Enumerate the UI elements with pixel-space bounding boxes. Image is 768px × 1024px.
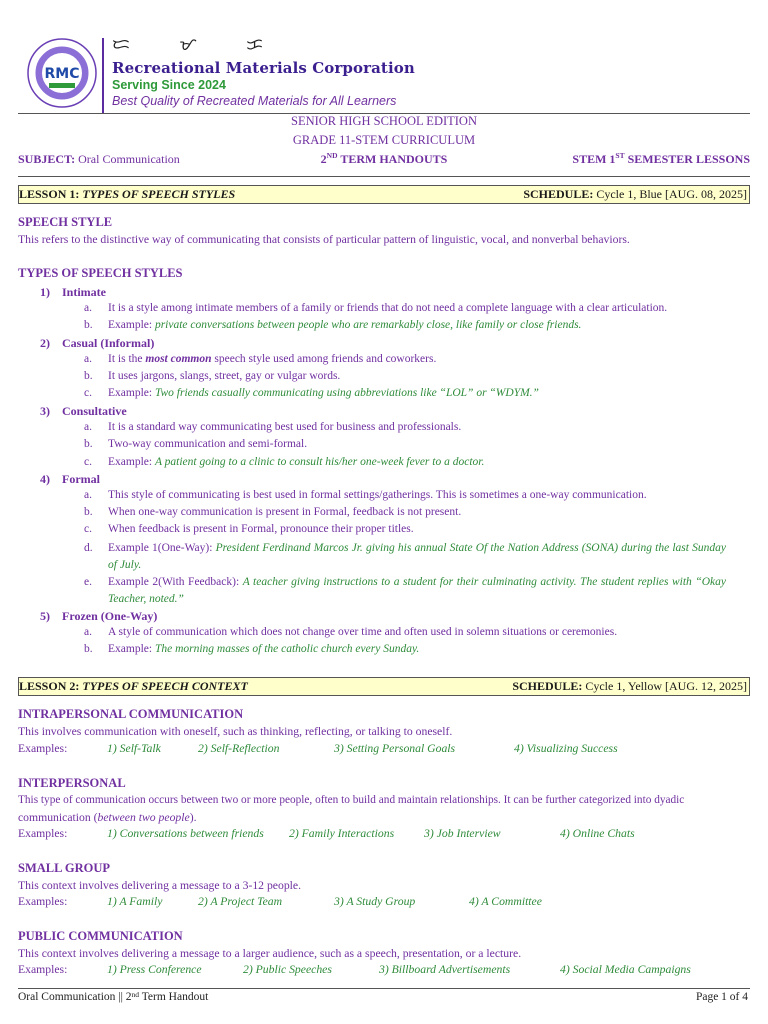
speech-style-definition: This refers to the distinctive way of communicating that consists of particular pattern of linguistic, vocal, and nonverbal behaviors.: [18, 233, 630, 246]
style-casual: 2) Casual (Informal): [40, 336, 155, 350]
style-formal: 4) Formal: [40, 472, 100, 486]
page-number: Page 1 of 4: [695, 991, 748, 1003]
edition-line: SENIOR HIGH SCHOOL EDITION: [291, 114, 477, 128]
list-item: a. It is a standard way communicating best used for business and professionals.: [84, 421, 462, 433]
public-examples: Examples: 1) Press Conference 2) Public Speeches 3) Billboard Advertisements 4) Social Media Campaigns: [18, 963, 691, 976]
rmc-logo-icon: [27, 38, 97, 108]
style-frozen: 5) Frozen (One-Way): [40, 609, 158, 623]
list-item: b. It uses jargons, slangs, street, gay or vulgar words.: [84, 370, 341, 382]
list-item: b. When one-way communication is present in Formal, feedback is not present.: [84, 506, 462, 518]
list-item: a. This style of communicating is best used in formal settings/gatherings. This is sometimes a one-way communication.: [84, 489, 647, 501]
list-item: a. It is a style among intimate members of a family or friends that do not need a complete language with a clear articulation.: [84, 302, 668, 314]
interpersonal-definition-line1: This type of communication occurs between two or more people, often to build and maintain relationships. It can be further categorized into dyadic: [18, 794, 685, 806]
document-page: [18, 0, 750, 1024]
list-item: b. Example: private conversations between people who are remarkably close, like family or close friends.: [84, 319, 582, 331]
public-definition: This context involves delivering a message to a larger audience, such as a speech, presentation, or a lecture.: [18, 947, 522, 960]
subject-rule: [18, 176, 750, 177]
style-consultative: 3) Consultative: [40, 404, 127, 418]
interpersonal-heading: INTERPERSONAL: [18, 776, 126, 790]
list-item: c. Example: A patient going to a clinic to consult his/her one-week fever to a doctor.: [84, 456, 485, 468]
list-item: c. Example: Two friends casually communicating using abbreviations like “LOL” or “WDYM.”: [84, 387, 539, 399]
lesson2-schedule: SCHEDULE: Cycle 1, Yellow [AUG. 12, 2025]: [512, 679, 747, 693]
list-item: b. Example: The morning masses of the catholic church every Sunday.: [84, 643, 420, 655]
company-name: Recreational Materials Corporation: [112, 59, 415, 77]
list-item: e. Example 2(With Feedback): A teacher giving instructions to a student for their culminating activity. The student replies with “Okay Teacher, noted.”: [84, 576, 727, 605]
public-heading: PUBLIC COMMUNICATION: [18, 929, 183, 943]
small-group-definition: This context involves delivering a message to a 3-12 people.: [18, 879, 302, 892]
list-item: a. It is the most common speech style used among friends and coworkers.: [84, 353, 437, 365]
subject-row: [18, 152, 750, 170]
lesson2-title: LESSON 2: TYPES OF SPEECH CONTEXT: [19, 679, 248, 693]
list-item: b. Two-way communication and semi-formal.: [84, 438, 308, 450]
small-group-examples: Examples: 1) A Family 2) A Project Team 3) A Study Group 4) A Committee: [18, 895, 542, 908]
tagline: Best Quality of Recreated Materials for All Learners: [112, 94, 397, 108]
term-label: 2ND TERM HANDOUTS: [320, 151, 448, 166]
lesson2-bar: [18, 677, 750, 696]
list-item: c. When feedback is present in Formal, pronounce their proper titles.: [84, 523, 414, 535]
stem-label: STEM 1ST SEMESTER LESSONS: [572, 151, 750, 166]
lesson1-schedule: SCHEDULE: Cycle 1, Blue [AUG. 08, 2025]: [523, 187, 747, 201]
footer-title: Oral Communication || 2nd Term Handout: [18, 990, 209, 1003]
interpersonal-definition-line2: communication (between two people).: [18, 811, 197, 824]
list-item: d. Example 1(One-Way): President Ferdinand Marcos Jr. giving his annual State Of the Nation Address (SONA) during the last Sunday of July.: [84, 542, 726, 571]
lesson1-title: LESSON 1: TYPES OF SPEECH STYLES: [19, 187, 236, 201]
intrapersonal-examples: Examples: 1) Self-Talk 2) Self-Reflection 3) Setting Personal Goals 4) Visualizing Success: [18, 742, 618, 755]
footer-rule: [18, 988, 750, 989]
interpersonal-examples: Examples: 1) Conversations between friends 2) Family Interactions 3) Job Interview 4) Online Chats: [18, 827, 635, 840]
list-item: a. A style of communication which does not change over time and often used in solemn situations or ceremonies.: [84, 626, 618, 638]
header-divider: [102, 38, 104, 114]
style-intimate: 1) Intimate: [40, 285, 106, 299]
types-heading: TYPES OF SPEECH STYLES: [18, 266, 183, 280]
lesson1-bar: [18, 185, 750, 204]
logo-text: RMC: [44, 66, 80, 82]
serving-since: Serving Since 2024: [112, 78, 226, 92]
brand-block: [112, 34, 415, 109]
speech-style-heading: SPEECH STYLE: [18, 215, 113, 229]
intrapersonal-heading: INTRAPERSONAL COMMUNICATION: [18, 707, 244, 721]
baybayin-glyphs: ᜇ ᜋ ᜃ: [112, 35, 285, 55]
curriculum-line: GRADE 11-STEM CURRICULUM: [292, 133, 476, 147]
subject: SUBJECT: Oral Communication: [18, 152, 180, 166]
intrapersonal-definition: This involves communication with oneself, such as thinking, reflecting, or talking to oneself.: [18, 725, 453, 738]
small-group-heading: SMALL GROUP: [18, 861, 111, 875]
letterhead: [22, 35, 752, 114]
